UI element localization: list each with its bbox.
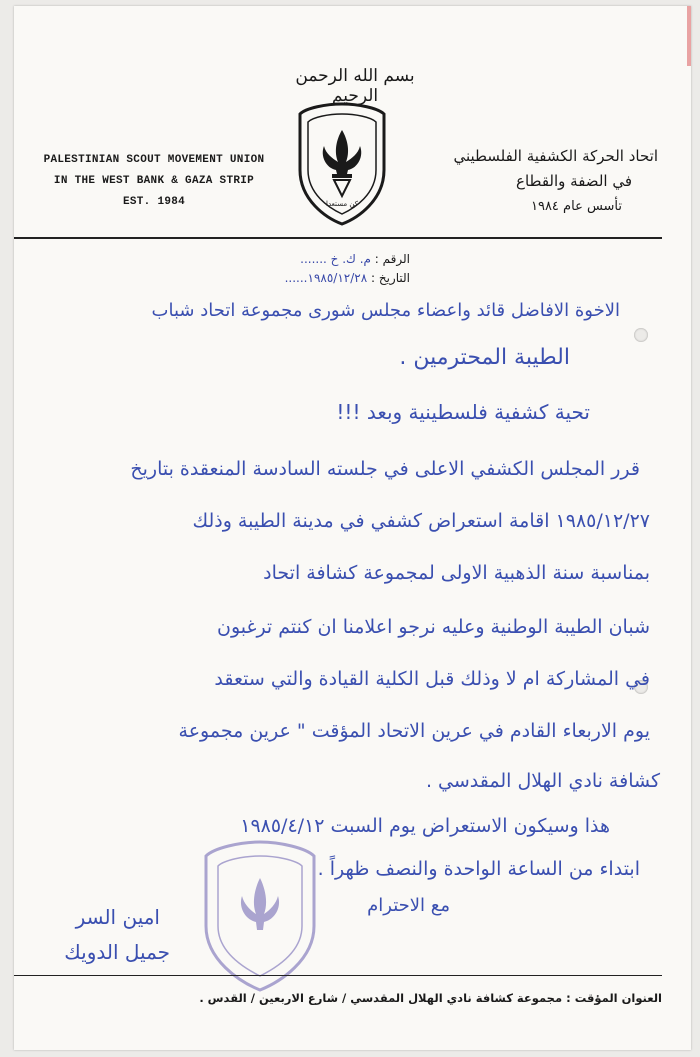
letter-line-3: تحية كشفية فلسطينية وبعد !!!: [336, 400, 590, 424]
arabic-letterhead: [452, 144, 662, 219]
footer-divider: [14, 975, 662, 976]
arabic-line-3: تأسس عام ١٩٨٤: [530, 199, 622, 214]
svg-text:كن مستعدا: كن مستعدا: [326, 200, 358, 208]
signature-name: جميل الدويك: [64, 940, 170, 964]
red-edge-strip: [687, 6, 691, 66]
reference-block: [200, 250, 410, 288]
punch-hole-top: [634, 328, 648, 342]
letter-line-7: شبان الطيبة الوطنية وعليه نرجو اعلامنا ان كنتم ترغبون: [217, 616, 650, 638]
letter-line-1: الاخوة الافاضل قائد واعضاء مجلس شورى مجموعة اتحاد شباب: [151, 300, 620, 321]
english-letterhead: [34, 150, 274, 213]
letter-line-11: هذا وسيكون الاستعراض يوم السبت ١٩٨٥/٤/١٢: [240, 815, 610, 837]
english-line-1: PALESTINIAN SCOUT MOVEMENT UNION: [43, 154, 265, 166]
basmala: بسم الله الرحمن الرحيم: [295, 66, 415, 106]
reference-date-label: التاريخ: [378, 271, 410, 285]
arabic-line-1: اتحاد الحركة الكشفية الفلسطيني: [453, 147, 658, 165]
letter-line-12: ابتداء من الساعة الواحدة والنصف ظهراً .: [317, 858, 640, 880]
letter-line-6: بمناسبة سنة الذهبية الاولى لمجموعة كشافة اتحاد: [263, 562, 650, 584]
letter-line-13: مع الاحترام: [367, 895, 450, 916]
arabic-line-2: في الضفة والقطاع: [516, 172, 632, 190]
reference-date-value: ١٩٨٥/١٢/٢٨......: [284, 271, 368, 285]
footer-address: [40, 988, 662, 1008]
reference-number-value: م. ك. خ .......: [300, 252, 371, 266]
signature-title: امين السر: [75, 905, 160, 929]
organization-stamp: [200, 838, 320, 993]
reference-date-row: التاريخ : ١٩٨٥/١٢/٢٨......: [284, 271, 410, 285]
reference-number-row: الرقم : م. ك. خ .......: [300, 252, 410, 266]
footer-line-1: العنوان المؤقت : مجموعة كشافة نادي الهلال المقدسي / شارع الاربعين / القدس .: [199, 991, 662, 1005]
letter-line-2: الطيبة المحترمين .: [399, 345, 570, 370]
scout-emblem-logo: [296, 100, 388, 228]
header-divider: [14, 237, 662, 239]
letter-line-8: في المشاركة ام لا وذلك قبل الكلية القيادة والتي ستعقد: [214, 668, 650, 690]
english-line-3: EST. 1984: [122, 196, 186, 208]
english-line-2: IN THE WEST BANK & GAZA STRIP: [53, 175, 255, 187]
letter-line-10: كشافة نادي الهلال المقدسي .: [425, 770, 660, 792]
reference-number-label: الرقم: [382, 252, 410, 266]
letter-line-9: يوم الاربعاء القادم في عرين الاتحاد المؤقت " عرين مجموعة: [178, 720, 650, 742]
letter-line-5: ١٩٨٥/١٢/٢٧ اقامة استعراض كشفي في مدينة الطيبة وذلك: [192, 510, 650, 532]
letter-line-4: قرر المجلس الكشفي الاعلى في جلسته السادسة المنعقدة بتاريخ: [130, 458, 640, 480]
